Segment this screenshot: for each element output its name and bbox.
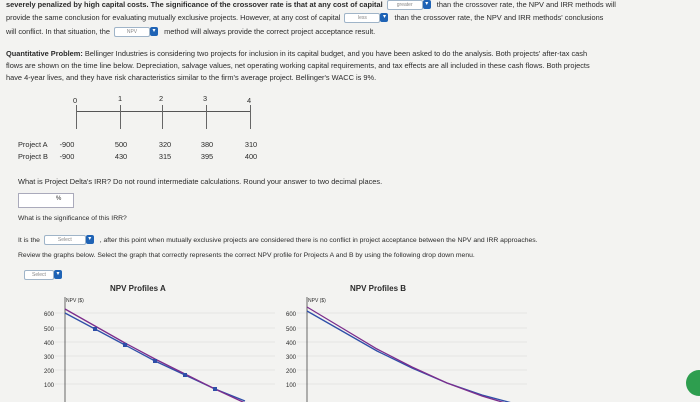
graph-b-title: NPV Profiles B xyxy=(350,284,407,293)
project-b-label: Project B xyxy=(18,152,48,161)
significance-question: What is the significance of this IRR? xyxy=(18,215,127,222)
problem-line-2: flows are shown on the time line below. Depreciation, salvage values, net operating working capital requirements, and tax effects are all included in these cash flows. Both projects xyxy=(6,61,590,70)
chevron-down-icon: ▾ xyxy=(380,13,388,22)
project-a-cf-4: 310 xyxy=(244,140,258,149)
graph-b-ylabel: NPV ($) xyxy=(308,298,326,304)
graph-a-plot[interactable] xyxy=(55,295,275,402)
graph-b-series-2 xyxy=(307,307,512,402)
graph-b-series-1 xyxy=(307,311,512,402)
project-b-cf-0: -900 xyxy=(59,152,75,161)
method-select[interactable]: NPV ▾ xyxy=(114,27,150,37)
timeline-tick xyxy=(206,105,207,129)
graph-a-ytick-500: 500 xyxy=(44,327,55,333)
graph-a-ytick-400: 400 xyxy=(44,341,55,347)
floating-action-button[interactable] xyxy=(686,370,700,396)
irr-input[interactable] xyxy=(18,193,74,208)
project-b-cf-3: 395 xyxy=(200,152,214,161)
graph-a-series-1 xyxy=(65,313,245,401)
project-a-cf-0: -900 xyxy=(59,140,75,149)
project-a-cf-2: 320 xyxy=(158,140,172,149)
project-b-cf-2: 315 xyxy=(158,152,172,161)
graph-a-ytick-100: 100 xyxy=(44,383,55,389)
crossover-less-select[interactable]: less ▾ xyxy=(344,13,380,23)
graph-b-ytick-600: 600 xyxy=(286,312,297,318)
graph-b-ytick-500: 500 xyxy=(286,327,297,333)
period-4: 4 xyxy=(246,96,252,105)
period-2: 2 xyxy=(158,94,164,103)
irr-question: What is Project Delta's IRR? Do not round intermediate calculations. Round your answer to two decimal places. xyxy=(18,177,383,186)
problem-line-3: have 4-year lives, and they have risk characteristics similar to the firm's average project. Bellinger's WACC is 9%. xyxy=(6,73,377,82)
chevron-down-icon: ▾ xyxy=(54,270,62,279)
problem-line-1: Quantitative Problem: Bellinger Industries is considering two projects for inclusion in its capital budget, and you have been asked to do the analysis. Both projects' after-tax cash xyxy=(6,49,588,58)
graph-question: Review the graphs below. Select the graph that correctly represents the correct NPV profile for Projects A and B by using the following drop down menu. xyxy=(18,252,475,259)
graph-b-ytick-400: 400 xyxy=(286,341,297,347)
graph-b-ytick-300: 300 xyxy=(286,355,297,361)
graph-a-ylabel: NPV ($) xyxy=(66,298,84,304)
graph-a-series-2 xyxy=(65,309,245,402)
graph-a-ytick-600: 600 xyxy=(44,312,55,318)
project-b-cf-4: 400 xyxy=(244,152,258,161)
project-a-cf-3: 380 xyxy=(200,140,214,149)
graph-b-ytick-200: 200 xyxy=(286,369,297,375)
project-a-label: Project A xyxy=(18,140,48,149)
graph-select[interactable]: Select ▾ xyxy=(24,270,54,280)
project-b-cf-1: 430 xyxy=(114,152,128,161)
period-0: 0 xyxy=(72,96,78,105)
graph-a-ytick-200: 200 xyxy=(44,369,55,375)
graph-a-title: NPV Profiles A xyxy=(110,284,166,293)
timeline-tick xyxy=(120,105,121,129)
project-a-cf-1: 500 xyxy=(114,140,128,149)
timeline-tick xyxy=(76,105,77,129)
period-3: 3 xyxy=(202,94,208,103)
graph-b-gridlines xyxy=(297,313,527,384)
intro-line-2: provide the same conclusion for evaluating mutually exclusive projects. However, at any cost of capital less ▾ than the crossover rate, the NPV and IRR methods' conclusions xyxy=(6,13,604,22)
intro-line-3: will conflict. In that situation, the NPV ▾ method will always provide the correct project acceptance result. xyxy=(6,27,376,36)
graph-a-gridlines xyxy=(55,313,275,384)
graph-select-wrap xyxy=(22,270,60,280)
chevron-down-icon: ▾ xyxy=(150,27,158,36)
period-1: 1 xyxy=(117,94,123,103)
chevron-down-icon: ▾ xyxy=(86,235,94,244)
graph-a-ytick-300: 300 xyxy=(44,355,55,361)
timeline-tick xyxy=(250,105,251,129)
significance-select[interactable]: Select ▾ xyxy=(44,235,86,245)
chevron-down-icon: ▾ xyxy=(423,0,431,9)
graph-b-ytick-100: 100 xyxy=(286,383,297,389)
timeline-axis xyxy=(76,111,250,112)
timeline-tick xyxy=(162,105,163,129)
crossover-greater-select[interactable]: greater ▾ xyxy=(387,0,423,10)
intro-line-1: severely penalized by high capital costs. The significance of the crossover rate is that at any cost of capital greater ▾ than the crossover rate, the NPV and IRR methods will xyxy=(6,0,616,9)
significance-answer-line: It is the Select ▾ , after this point when mutually exclusive projects are considered there is no conflict in project acceptance between the NPV and IRR approaches. xyxy=(18,236,538,244)
irr-unit: % xyxy=(56,196,62,202)
graph-b-plot[interactable] xyxy=(297,295,527,402)
